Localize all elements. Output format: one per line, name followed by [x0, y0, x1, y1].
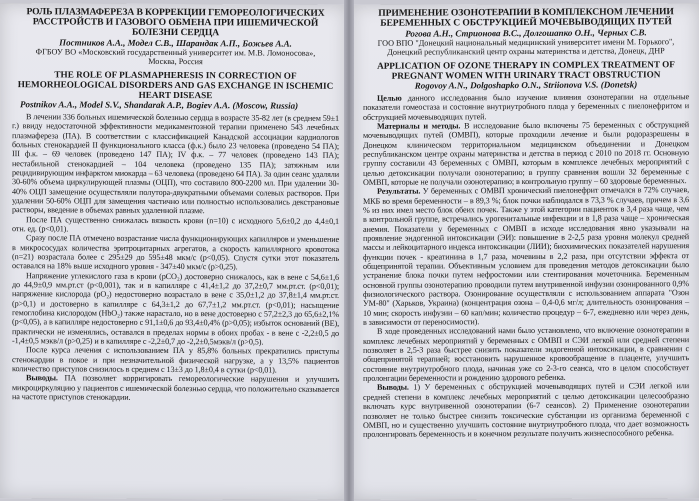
left-city: Москва, Россия	[148, 57, 203, 67]
left-page	[0, 3, 347, 500]
book-gutter	[344, 0, 354, 501]
left-paragraph: В лечении 336 больных ишемической болезнью сердца в возрасте 35-82 лет (в среднем 59±1 г.) ввиду недостаточной эффективности медикаментозной терапии применено 543 лечебных плазмафереза (ПА). В соответствии с классификацией Канадской ассоциации кардиологов больных стенокардией II функционального класса (ф.к.) было 23 человека (проведено 54 ПА); III ф.к. – 69 человек (проведено 147 ПА); IV ф.к. – 77 человек (проведено 143 ПА); нестабильной стенокардией – 104 человека (проведено 135 ПА); затяжным или рецидивирующим инфарктом миокарда – 63 человека (проведено 64 ПА). За один сеанс удаляли 30-60% объема циркулирующей плазмы (ОЦП), что составило 800-2200 мл. При удалении 30-40% ОЦП замещение осуществляли полутора-двукратными объемами солевых растворов. При удалении 50-60% ОЦП для замещения частично или полностью использовались декстрановые растворы, введение в объемах равных удаленной плазме.	[12, 112, 339, 216]
right-aim-label: Целью	[377, 93, 402, 103]
right-affiliation: ГОО ВПО "Донецкий национальный медицинский университет имени М. Горького", Донецкий республиканский центр охраны материнства и детства, Донецк, ДНР	[377, 37, 675, 58]
right-conclusion-text: 1) У беременных с обструкцией мочевыводящих путей и СЭИ легкой или средней степени в комплекс лечебных мероприятий с целью детоксикации целесообразно включать курс внутривенной озонотерапии (6-7 сеансов). 2) Применение озонотерапии позволяет не только быстрее снизить токсические субстанции из организма беременной с ОМВП, но и существенно улучшить состояние внутриутробного плода, что дает возможность пролонгировать беременность и в конечном результате получить жизнеспособного ребенка.	[363, 381, 689, 440]
right-page	[351, 3, 699, 500]
left-authors-en: Postnikov A.A., Model S.V., Shandarak A.P., Bogiev A.A. (Moscow, Russia)	[20, 99, 299, 111]
right-conclusion-label: Выводы.	[377, 383, 409, 393]
right-results-text: У беременных с ОМВП хронический пиелонефрит отмечался в 72% случаев, МКБ во время беременности – в 89,3 %; блок почки наблюдался в 73,3 % случаев, причем в 3,6 % из них имел место блок обеих почек. Также у этой категории пациенток в 3,4 раза чаще, чем в контрольной группе, встречались урогенитальные инфекции и в 1,8 раза чаще – хроническая анемия. Показатели у беременных с ОМВП в исходе исследования явно указывали на проявление эндогенной интоксикации (ЭИ): повышение в 2-2,5 раза уровня молекул средней массы и лейкоцитарного индекса интоксикации (ЛИИ); биохимических показателей нарушения функции почек - креатинина в 1,7 раза, мочевины в 2,2 раза, при отсутствии эффекта от общепринятой терапии. Объективным условием для проведения методов детоксикации было устранение блока почки путем нефростомии или стентирования мочеточника. Беременным основной группы озонотерапию проводили путем внутривенной инфузии озонированного 0,9% физиологического раствора. Озонирование осуществляли с использованием аппарата "Озон УМ-80" (Харьков, Украина) (концентрация озона – 0,4-0,6 мг/л; длительность озонирования – 10 мин; скорость инфузии – 60 кап/мин; количество процедур – 6-7, ежедневно или через день, в зависимости от переносимости).	[363, 185, 689, 327]
left-paragraph: Напряжение углекислого газа в крови (рСО₂) достоверно снижалось, как в вене с 54,6±1,6 до 44,9±0,9 мм.рт.ст (р<0,001), так и в капилляре с 41,4±1,2 до 37,2±0,7 мм.рт.ст. (р<0,01); напряжение кислорода (рО₂) недостоверно возрастало в вене с 35,0±1,2 до 37,8±1,4 мм.рт.ст. (р>0,1) и достоверно в капилляре с 64,3±1,2 до 67,7±1,2 мм.рт.ст. (р<0,01); насыщение гемоглобина кислородом (НbO₂) также нарастало, но в вене достоверно с 57,2±2,3 до 65,6±2,1% (р<0,05), а в капилляре недостоверно с 91,1±0,6 до 93,4±0,4% (р>0,05); избыток оснований (ВЕ), практически не изменялись, оставался в пределах нормы в обоих пробах - в вене с -2,2±0,5 до -1,4±0,5 мэкв/л (р>0,25) и в капилляре с -2,2±0,7 до -2,2±0,5мэкв/л (р>0,5).	[12, 270, 339, 347]
left-title-ru: РОЛЬ ПЛАЗМАФЕРЕЗА В КОРРЕКЦИИ ГЕМОРЕОЛОГИЧЕСКИХ РАССТРОЙСТВ И ГАЗОВОГО ОБМЕНА ПРИ ИШЕМИЧЕСКОЙ БОЛЕЗНИ СЕРДЦА	[26, 6, 325, 39]
right-title-ru: ПРИМЕНЕНИЕ ОЗОНОТЕРАПИИ В КОМПЛЕКСНОМ ЛЕЧЕНИИ БЕРЕМЕННЫХ С ОБСТРУКЦИЕЙ МОЧЕВЫВОДЯЩИХ ПУТЕЙ	[378, 6, 674, 29]
left-authors-ru: Постников А.А., Модел С.В., Шарандак А.П., Божьев А.А.	[59, 37, 292, 49]
right-results-2: В ходе проведенных исследований нами было установлено, что включение озонотерапии в комплекс лечебных мероприятий у беременных с ОМВП и СЭИ легкой или средней степени позволяет в 2,5-3 раза быстрее снизить показатели эндогенной интоксикации, в сравнении с общепринятой терапией; восстановить нарушенное кровообращение в плаценте, улучшить состояние внутриутробного плода, начиная уже со 2-3-го сеанса, что в целом способствует пролонгации беременности и рождению здорового ребенка.	[363, 325, 689, 383]
left-title-en: THE ROLE OF PLASMAPHERESIS IN CORRECTION OF HEMORHEOLOGICAL DISORDERS AND GAS EXCHANGE IN ISCHEMIC HEART DISEASE	[17, 69, 334, 101]
left-conclusion-text: ПА позволяет корригировать гемореологические нарушения и улучшить микроциркуляцию у пациентов с ишемической болезнью сердца, что положительно сказывается на частоте приступов стенокардии.	[12, 373, 339, 402]
left-paragraph: Сразу после ПА отмечено возрастание числа функционирующих капилляров и уменьшение в микрососудах количества эритроцитарных агрегатов, а скорость капиллярного кровотока (n=21) возрастала более с 295±29 до 595±48 мкм/с (р<0,05). Спустя сутки этот показатель оставался на 18% выше исходного уровня - 347±40 мкм/с (р>0,25).	[12, 233, 339, 272]
right-methods-label: Материалы и методы.	[377, 121, 461, 131]
right-aim	[363, 92, 689, 122]
right-results	[363, 185, 689, 327]
right-title-en: APPLICATION OF OZONE THERAPY IN COMPLEX TREATMENT OF PREGNANT WOMEN WITH URINARY TRACT OBSTRUCTION	[377, 59, 675, 81]
left-conclusion	[12, 374, 339, 404]
right-aim-text: данного исследования было изучение влияния озонотерапии на отдельные показатели гомеостаза и состояние внутриутробного плода у беременных с пиелонефритом и обструкцией мочевыводящих путей.	[363, 91, 689, 122]
left-paragraph: После курса лечения с использованием ПА у 85,8% больных прекратились приступы стенокардии в покое и при незначительной физической нагрузке, а у 13,5% пациентов количество приступов снизилось в среднем с 13±3 до 1,8±0,4 в сутки (р<0,01).	[12, 345, 339, 375]
left-paragraph: После ПА существенно снижалась вязкость крови (n=10) с исходного 5,6±0,2 до 4,4±0,1 отн. ед. (р<0,01).	[12, 214, 339, 234]
right-conclusion	[363, 382, 689, 440]
right-authors-ru: Рогова А.Н., Стрионова В.С., Долгошапко О.Н., Черных С.В.	[405, 27, 647, 39]
right-authors-en: Rogovoy A.N., Dolgoshapko O.N., Striionova V.S. (Donetsk)	[414, 79, 638, 91]
right-results-label: Результаты.	[377, 186, 421, 197]
right-methods	[363, 120, 689, 187]
left-conclusion-label: Выводы.	[26, 373, 58, 383]
right-methods-text: В исследование было включены 75 беременных с обструкцией мочевыводящих путей (ОМВП), которые проходили лечение и были родоразрешены в Донецком клиническом территориальном медицинском объединении и Донецком республиканском центре охраны материнства и детства в период с 2010 по 2018 гг. Основную группу составили 43 беременных с ОМВП, которым в комплексе лечебных мероприятий с целью детоксикации получали озонотерапию; в группу сравнения вошли 32 беременные с ОМВП, которые не получали озонотерапию; в контрольную группу – 60 здоровые беременных.	[363, 119, 689, 187]
left-affiliation: ФГБОУ ВО «Московский государственный университет им. М.В. Ломоносова»,	[35, 47, 316, 58]
